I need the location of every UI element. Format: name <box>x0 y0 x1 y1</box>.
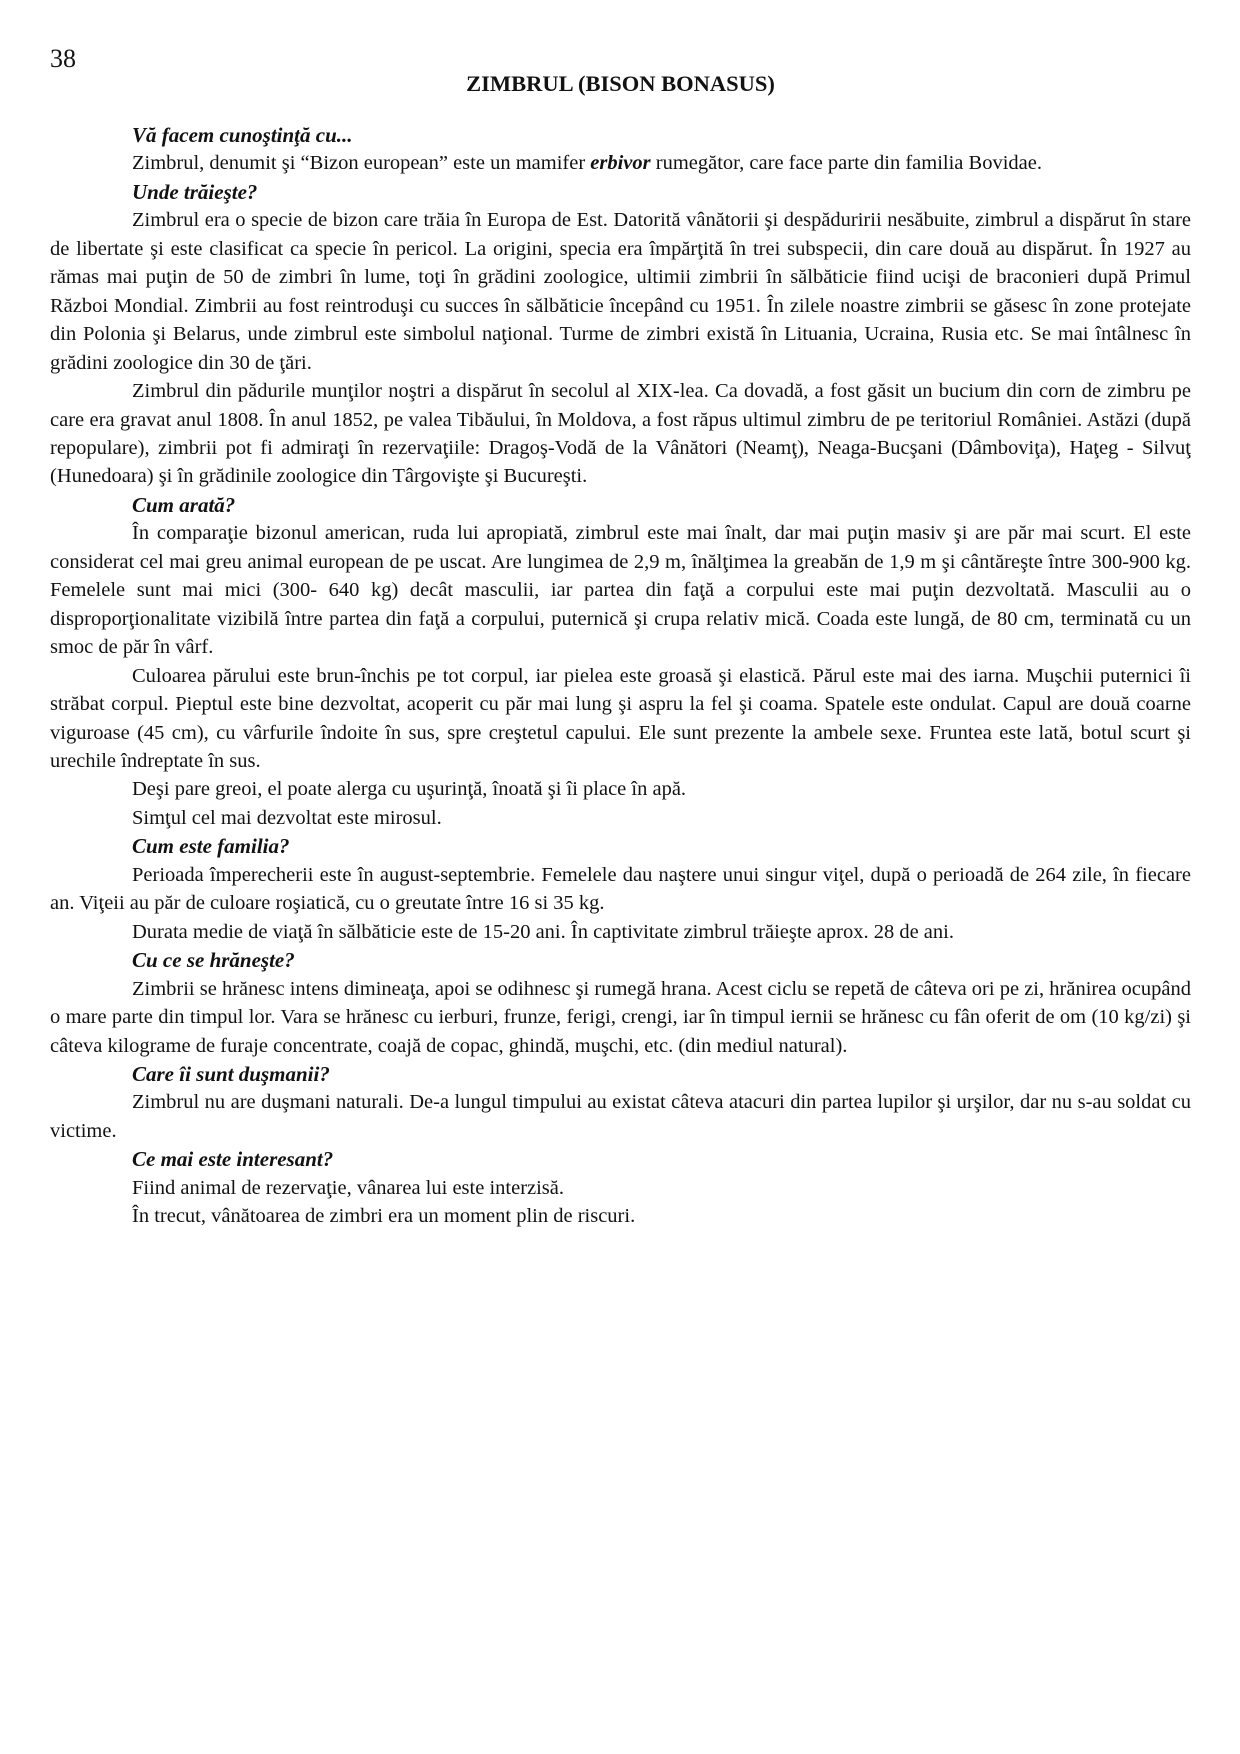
paragraph-intro <box>50 149 1191 177</box>
paragraph-intro-emphasis: erbivor <box>590 152 651 175</box>
paragraph-interesting-2: În trecut, vânătoarea de zimbri era un moment plin de riscuri. <box>132 1205 636 1228</box>
paragraph-enemies-1: Zimbrul nu are duşmani naturali. De-a lungul timpului au existat câteva atacuri din partea lupilor şi urşilor, dar nu s-au soldat cu victime. <box>50 1091 1191 1142</box>
page-number: 38 <box>50 44 76 73</box>
paragraph-habitat-1: Zimbrul era o specie de bizon care trăia în Europa de Est. Datorită vânătorii şi despăduririi nesăbuite, zimbrul a dispărut în stare de libertate şi este clasificat ca specie în pericol. La origini, specia era împărţită în trei subspecii, din care două au dispărut. În 1927 au rămas mai puţin de 50 de zimbri în lume, toţi în grădini zoologice, ultimii zimbrii în sălbăticie fiind ucişi de braconieri după Primul Război Mondial. Zimbrii au fost reintroduşi cu succes în sălbăticie începând cu 1951. În zilele noastre zimbrii se găsesc în zone protejate din Polonia şi Belarus, unde zimbrul este simbolul naţional. Turme de zimbri există în Lituania, Ucraina, Rusia etc. Se mai întâlnesc în grădini zoologice din 30 de ţări. <box>50 209 1191 374</box>
heading-habitat: Unde trăieşte? <box>132 179 258 204</box>
paragraph-intro-after: rumegător, care face parte din familia Bovidae. <box>650 152 1042 175</box>
paragraph-appearance-3: Deşi pare greoi, el poate alerga cu uşurinţă, înoată şi îi place în apă. <box>132 778 687 801</box>
heading-family: Cum este familia? <box>132 834 290 859</box>
heading-enemies: Care îi sunt duşmanii? <box>132 1061 330 1086</box>
paragraph-interesting-1: Fiind animal de rezervaţie, vânarea lui este interzisă. <box>132 1176 565 1199</box>
document-content <box>50 70 1191 1231</box>
paragraph-appearance-1: În comparaţie bizonul american, ruda lui apropiată, zimbrul este mai înalt, dar mai puţin masiv şi are păr mai scurt. El este considerat cel mai greu animal european de pe uscat. Are lungimea de 2,9 m, înălţimea la greabăn de 1,9 m şi cântăreşte între 300-900 kg. Femelele sunt mai mici (300- 640 kg) decât masculii, iar partea din faţă a corpului este mai puţin dezvoltată. Masculii au o disproporţionalitate vizibilă între partea din faţă a corpului, puternică şi crupa relativ mică. Coada este lungă, de 80 cm, terminată cu un smoc de păr în vârf. <box>50 522 1191 659</box>
paragraph-habitat-2: Zimbrul din pădurile munţilor noştri a dispărut în secolul al XIX-lea. Ca dovadă, a fost găsit un bucium din corn de zimbru pe care era gravat anul 1808. În anul 1852, pe valea Tibăului, în Moldova, a fost răpus ultimul zimbru de pe teritoriul României. Astăzi (după repopulare), zimbrii pot fi admiraţi în rezervaţiile: Dragoş-Vodă de la Vânători (Neamţ), Neaga-Bucşani (Dâmboviţa), Haţeg - Silvuţ (Hunedoara) şi în grădinile zoologice din Târgovişte şi Bucureşti. <box>50 380 1191 488</box>
paragraph-family-1: Perioada împerecherii este în august-septembrie. Femelele dau naştere unui singur viţel, după o perioadă de 264 zile, în fiecare an. Viţeii au păr de culoare roşiatică, cu o greutate între 16 si 35 kg. <box>50 863 1191 915</box>
heading-interesting: Ce mai este interesant? <box>132 1147 334 1172</box>
paragraph-food-1: Zimbrii se hrănesc intens dimineaţa, apoi se odihnesc şi rumegă hrana. Acest ciclu se repetă de câteva ori pe zi, hrănirea ocupând o mare parte din timpul lor. Vara se hrănesc cu ierburi, frunze, ferigi, crengi, iar în timpul iernii se hrănesc cu fân oferit de om (10 kg/zi) şi câteva kilograme de furaje concentrate, coajă de copac, ghindă, muşchi, etc. (din mediul natural). <box>50 977 1191 1057</box>
heading-intro: Vă facem cunoştinţă cu... <box>132 123 353 147</box>
heading-appearance: Cum arată? <box>132 492 236 517</box>
page-title: ZIMBRUL (BISON BONASUS) <box>466 71 775 96</box>
heading-food: Cu ce se hrăneşte? <box>132 948 295 973</box>
paragraph-intro-before: Zimbrul, denumit şi “Bizon european” este un mamifer <box>132 152 591 175</box>
paragraph-appearance-2: Culoarea părului este brun-închis pe tot corpul, iar pielea este groasă şi elastică. Părul este mai des iarna. Muşchii puternici îi străbat corpul. Pieptul este bine dezvoltat, acoperit cu păr mai lung şi aspru la fel şi coama. Spatele este ondulat. Capul are două coarne viguroase (45 cm), cu vârfurile îndoite în sus, spre creştetul capului. Ele sunt prezente la ambele sexe. Fruntea este lată, botul scurt şi urechile îndreptate în sus. <box>50 664 1191 772</box>
paragraph-appearance-4: Simţul cel mai dezvoltat este mirosul. <box>132 806 442 829</box>
paragraph-family-2: Durata medie de viaţă în sălbăticie este de 15-20 ani. În captivitate zimbrul trăieşte aprox. 28 de ani. <box>132 920 954 943</box>
